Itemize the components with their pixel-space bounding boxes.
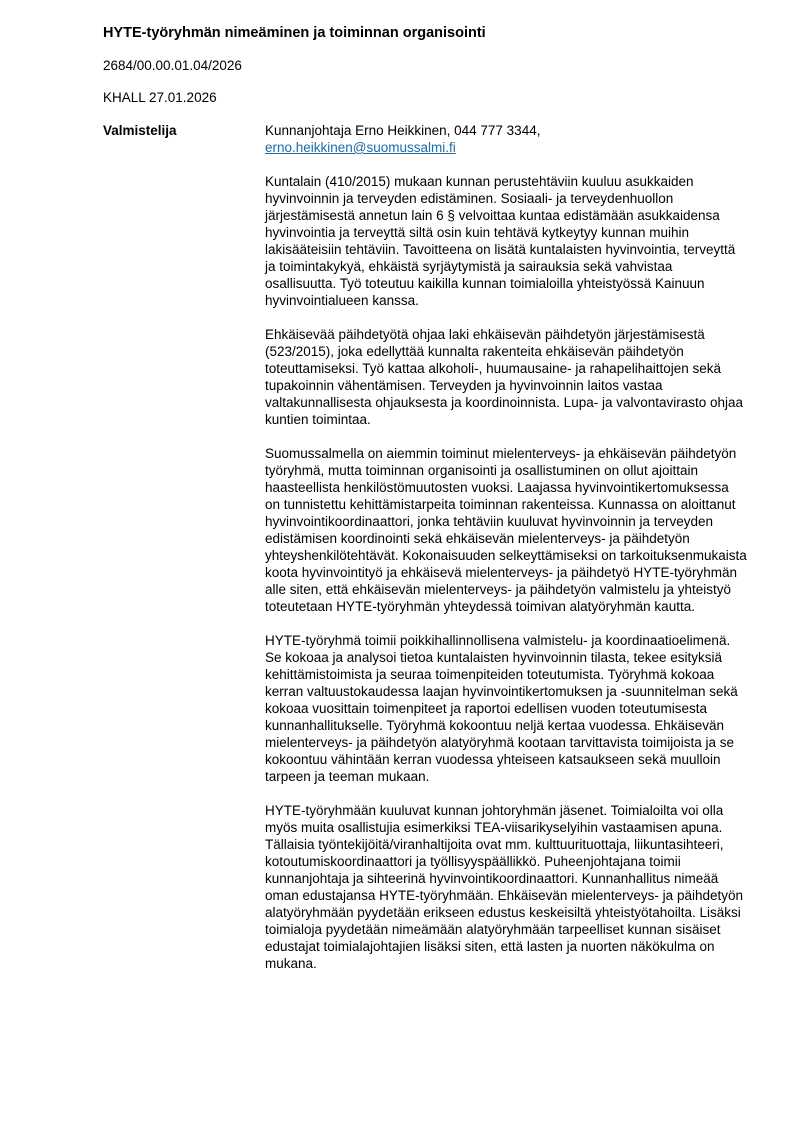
body-paragraph: HYTE-työryhmä toimii poikkihallinnollisena valmistelu- ja koordinaatioelimenä. Se kokoaa ja analysoi tietoa kuntalaisten hyvinvoinnin tilasta, tekee esityksiä kehittämistoimista ja seuraa toimenpiteiden toteutumista. Työryhmä kokoaa kerran valtuustokaudessa laajan hyvinvointikertomuksen ja -suunnitelman sekä kokoaa vuosittain toimenpiteet ja raportoi edellisen vuoden toteutumisesta kunnanhallitukselle. Työryhmä kokoontuu neljä kertaa vuodessa. Ehkäisevän mielenterveys- ja päihdetyön alatyöryhmä kootaan tarvittavista toimijoista ja se kokoontuu vähintään kerran vuodessa yhteiseen katsaukseen sekä muulloin tarpeen ja teeman mukaan. [265, 633, 738, 784]
preparer-section [103, 122, 754, 989]
email-link[interactable]: erno.heikkinen@suomussalmi.fi [265, 140, 456, 155]
document-body [265, 122, 747, 989]
document-title: HYTE-työryhmän nimeäminen ja toiminnan organisointi [103, 25, 486, 41]
body-paragraph: HYTE-työryhmään kuuluvat kunnan johtoryhmän jäsenet. Toimialoilta voi olla myös muita osallistujia esimerkiksi TEA-viisarikyselyihin vastaamisen apuna. Tällaisia työntekijöitä/viranhaltijoita ovat mm. kulttuurituottaja, liikuntasihteeri, kotoutumiskoordinaattori ja työllisyyspäällikkö. Puheenjohtajana toimii kunnanjohtaja ja sihteerinä hyvinvointikoordinaattori. Kunnanhallitus nimeää oman edustajansa HYTE-työryhmään. Ehkäisevän mielenterveys- ja päihdetyön alatyöryhmään pyydetään erikseen edustus keskeisiltä yhteistyötahoilta. Lisäksi toimialoja pyydetään nimeämään alatyöryhmään tarpeelliset kunnan sisäiset edustajat toimialajohtajien lisäksi siten, että lasten ja nuorten näkökulma on mukana. [265, 803, 743, 971]
body-paragraph: Ehkäisevää päihdetyötä ohjaa laki ehkäisevän päihdetyön järjestämisestä (523/2015), joka edellyttää kunnalta rakenteita ehkäisevän päihdetyön toteuttamiseksi. Työ kattaa alkoholi-, huumausaine- ja rahapelihaittojen sekä tupakoinnin vähentämisen. Terveyden ja hyvinvoinnin laitos vastaa valtakunnallisesta ohjauksesta ja koordinoinnista. Lupa- ja valvontavirasto ohjaa kuntien toimintaa. [265, 327, 744, 427]
preparer-contact-block [265, 122, 747, 156]
body-paragraph: Suomussalmella on aiemmin toiminut mielenterveys- ja ehkäisevän päihdetyön työryhmä, mutta toiminnan organisointi ja osallistuminen on ollut ajoittain haasteellista henkilöstömuutosten vuoksi. Laajassa hyvinvointikertomuksessa on tunnistettu kehittämistarpeita toiminnan rakenteissa. Kunnassa on aloittanut hyvinvointikoordinaattori, jonka tehtäviin kuuluvat hyvinvoinnin ja terveyden edistämisen koordinointi sekä ehkäisevän mielenterveys- ja päihdetyön yhteyshenkilötehtävät. Kokonaisuuden selkeyttämiseksi on tarkoituksenmukaista koota hyvinvointityö ja ehkäisevä mielenterveys- ja päihdetyö HYTE-työryhmän alle siten, että ehkäisevän mielenterveys- ja päihdetyön valmistelu ja yhteistyö toteutetaan HYTE-työryhmän yhteydessä toimivan alatyöryhmän kautta. [265, 446, 747, 614]
preparer-contact-text: Kunnanjohtaja Erno Heikkinen, 044 777 3344, [265, 123, 541, 138]
body-paragraph: Kuntalain (410/2015) mukaan kunnan perustehtäviin kuuluu asukkaiden hyvinvoinnin ja terveyden edistäminen. Sosiaali- ja terveydenhuollon järjestämisestä annetun lain 6 § velvoittaa kuntaa edistämään asukkaidensa hyvinvointia ja terveyttä siltä osin kuin tehtävä kytkeytyy kunnan muihin lakisääteisiin tehtäviin. Tavoitteena on lisätä kuntalaisten hyvinvointia, terveyttä ja toimintakykyä, ehkäistä syrjäytymistä ja sairauksia sekä vahvistaa osallisuutta. Työ toteutuu kaikilla kunnan toimialoilla yhteistyössä Kainuun hyvinvointialueen kanssa. [265, 174, 736, 308]
preparer-label: Valmistelija [103, 123, 177, 138]
meeting-reference: KHALL 27.01.2026 [103, 90, 217, 105]
case-number: 2684/00.00.01.04/2026 [103, 58, 242, 73]
